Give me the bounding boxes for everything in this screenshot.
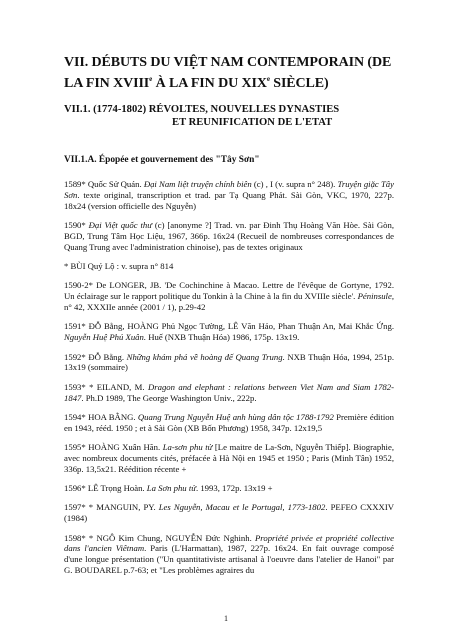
page-number: 1	[224, 614, 228, 623]
chapter-title	[64, 52, 394, 94]
section-heading-line1: VII.1. (1774-1802) RÉVOLTES, NOUVELLES DYNASTIES	[64, 104, 340, 115]
chapter-title-part1: VII. DÉBUTS DU VIỆT NAM CONTEMPORAIN (DE LA FIN XVIII	[64, 55, 392, 91]
bibliography-entry: 1597* * MANGUIN, PY. Les Nguyễn, Macau et le Portugal, 1773-1802. PEFEO CXXXIV (1984)	[64, 502, 394, 524]
bibliography-entry: 1596* LÊ Trọng Hoàn. La Sơn phu tử. 1993, 172p. 13x19 +	[64, 483, 273, 494]
bibliography-entry: * BÙI Quý Lộ : v. supra n° 814	[64, 260, 174, 271]
section-heading	[64, 103, 339, 129]
bibliography-entry: 1591* ĐỖ Bằng, HOÀNG Phủ Ngọc Tường, LÊ Văn Hảo, Phan Thuận An, Mai Khắc Ứng. Nguyễn Huệ Phú Xuân. Huế (NXB Thuận Hóa) 1986, 175p. 13x19.	[64, 321, 394, 343]
chapter-title-part2: À LA FIN DU XIX	[152, 76, 267, 91]
section-heading-line2: ET REUNIFICATION DE L'ETAT	[172, 117, 333, 128]
bibliography-entry: 1590* Đại Việt quốc thư (c) [anonyme ?] Trad. vn. par Đinh Thụ Hoàng Văn Hòe. Sài Gòn, BGD, Trung Tâm Học Liệu, 1967, 366p. 16x24 (Recueil de nombreuses correspondances de Quang Trung avec l'administration chinoise), pas de textes originaux	[64, 219, 395, 252]
chapter-title-part3: SIÈCLE)	[269, 76, 329, 91]
bibliography-entry: 1589* Quốc Sử Quán. Đại Nam liệt truyện chính biên (c) , I (v. supra n° 248). Truyện giặc Tây Sơn. texte original, transcription et trad. par Tạ Quang Phát. Sài Gòn, VKC, 1970, 227p. 18x24 (version officielle des Nguyễn)	[64, 179, 394, 211]
bibliography-list	[64, 179, 394, 584]
subsection-heading: VII.1.A. Épopée et gouvernement des "Tây Sơn"	[64, 155, 260, 165]
bibliography-entry: 1598* * NGÔ Kim Chung, NGUYỄN Đức Nghinh. Propriété privée et propriété collective dans l'ancien Viêtnam. Paris (L'Harmattan), 1987, 227p. 16x24. En fait ouvrage composé d'une longue présentation ("Un quantitativiste artisanal à l'oeuvre dans l'atelier de Hanoi" par G. BOUDAREL p.7-63; et "Les problèmes agraires du	[64, 532, 394, 576]
bibliography-entry: 1593* * EILAND, M. Dragon and elephant : relations between Viet Nam and Siam 1782-1847. Ph.D 1989, The George Washington Univ., 222p.	[64, 381, 394, 403]
bibliography-entry: 1590-2* De LONGER, JB. 'De Cochinchine à Macao. Lettre de l'évêque de Gortyne, 1792. Un éclairage sur le rapport politique du Tonkin à la Chine à la fin du XVIIIe siècle'. Péninsule, n° 42, XXXIIe année (2001 / 1), p.29-42	[64, 280, 394, 312]
bibliography-entry: 1595* HOÀNG Xuân Hãn. La-sơn phu tử [Le maitre de La-Sơn, Nguyễn Thiếp]. Biographie, avec nombreux documents cités, préfacée à Hà Nội en 1945 et 1950 ; Paris (Minh Tân) 1952, 336p. 13,5x21. Réédition récente +	[64, 442, 394, 474]
bibliography-entry: 1594* HOA BẰNG. Quang Trung Nguyễn Huệ anh hùng dân tộc 1788-1792 Première édition en 1943, rééd. 1950 ; et à Sài Gòn (XB Bốn Phương) 1958, 347p. 12x19,5	[64, 411, 394, 433]
chapter-title-sup2: e	[266, 75, 270, 83]
bibliography-entry: 1592* ĐỖ Bằng. Những khám phá về hoàng đế Quang Trung. NXB Thuận Hóa, 1994, 251p. 13x19 (sommaire)	[64, 351, 394, 373]
chapter-title-sup1: e	[149, 75, 153, 83]
